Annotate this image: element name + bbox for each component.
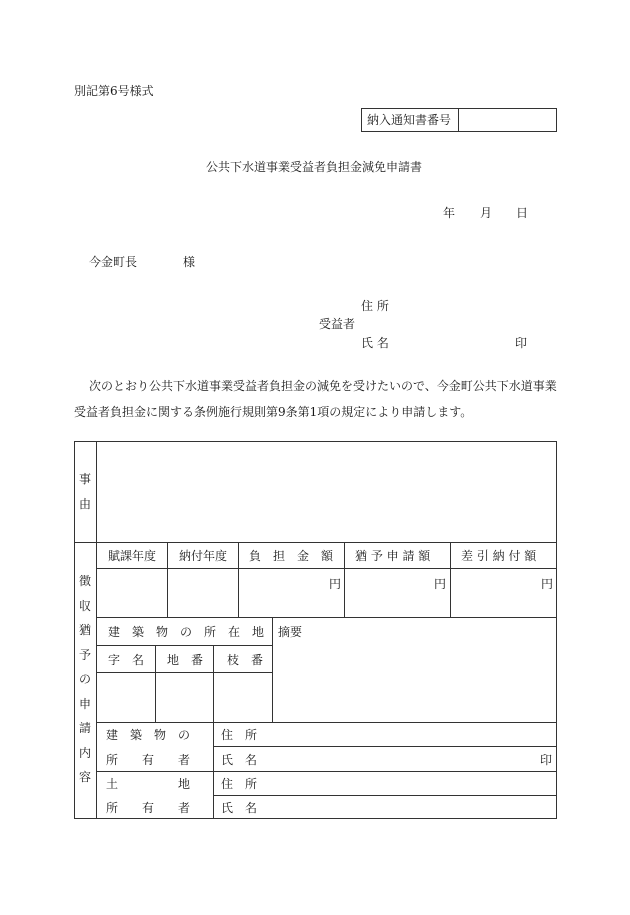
charge-amount-yen: 円 — [329, 577, 342, 591]
date-month: 月 — [480, 206, 493, 220]
header-deferral-amount: 猶 予 申 請 額 — [355, 549, 431, 563]
applicant-address-label: 住 所 — [361, 299, 389, 313]
header-payment-year: 納付年度 — [179, 549, 228, 563]
reason-field[interactable] — [97, 442, 555, 541]
page-title: 公共下水道事業受益者負担金減免申請書 — [206, 160, 423, 174]
applicant-name-label: 氏 名 — [361, 336, 389, 350]
form-code: 別記第6号様式 — [74, 84, 154, 98]
header-net-amount: 差 引 納 付 額 — [461, 549, 537, 563]
applicant-role: 受益者 — [319, 317, 356, 331]
land-owner-label-2: 所 有 者 — [106, 801, 191, 815]
addressee-honorific: 様 — [183, 255, 196, 269]
header-fiscal-year: 賦課年度 — [108, 549, 157, 563]
date-year: 年 — [443, 206, 456, 220]
land-owner-label-1: 土 地 — [106, 777, 191, 791]
net-amount-yen: 円 — [541, 577, 554, 591]
header-charge-amount: 負 担 金 額 — [249, 549, 334, 563]
body-text-line1: 次のとおり公共下水道事業受益者負担金の減免を受けたいので、今金町公共下水道事業 — [89, 379, 557, 393]
payment-year-field[interactable] — [168, 569, 237, 616]
summary-label: 摘要 — [278, 625, 303, 639]
chiban-label: 地 番 — [167, 653, 204, 667]
body-text-line2: 受益者負担金に関する条例施行規則第9条第1項の規定により申請します。 — [74, 405, 473, 419]
building-owner-seal: 印 — [540, 753, 553, 767]
building-owner-name-label: 氏 名 — [221, 753, 258, 767]
details-label: 徴 収 猶 予 の 申 請 内 容 — [78, 574, 91, 784]
aza-label: 字 名 — [108, 653, 145, 667]
building-owner-label-2: 所 有 者 — [106, 753, 191, 767]
building-owner-address-label: 住 所 — [221, 728, 258, 742]
fiscal-year-field[interactable] — [97, 569, 166, 616]
building-location-label: 建 築 物 の 所 在 地 — [108, 625, 265, 639]
land-owner-name-label: 氏 名 — [221, 801, 258, 815]
date-day: 日 — [516, 206, 529, 220]
building-owner-label-1: 建 築 物 の — [106, 728, 191, 742]
applicant-seal: 印 — [515, 336, 528, 350]
addressee-name: 今金町長 — [89, 255, 138, 269]
edaban-label: 枝 番 — [227, 653, 264, 667]
reason-label: 事 由 — [78, 472, 91, 511]
notice-number-label: 納入通知書番号 — [367, 113, 452, 127]
deferral-amount-yen: 円 — [434, 577, 447, 591]
land-owner-address-label: 住 所 — [221, 777, 258, 791]
